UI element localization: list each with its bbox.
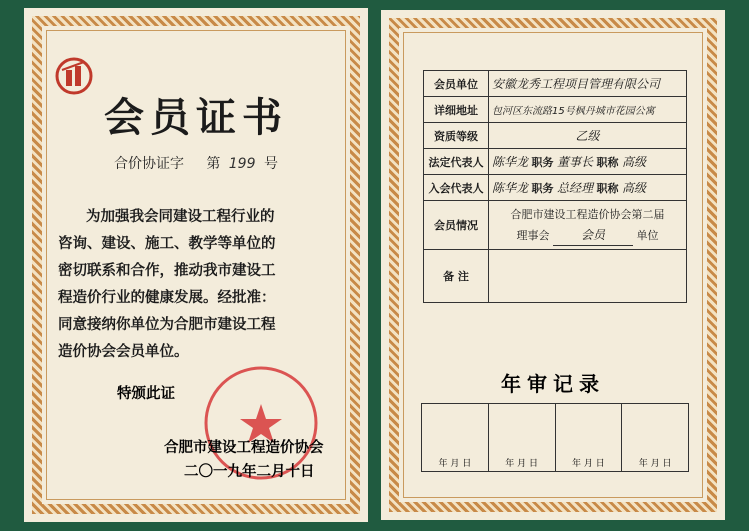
- review-cell: 年 月 日: [488, 404, 555, 472]
- member-rep-post-label: 职务: [531, 182, 554, 195]
- status-line-1: 合肥市建设工程造价协会第二届: [510, 207, 665, 221]
- annual-review-table: [421, 403, 689, 472]
- member-rep-label: 入会代表人: [424, 175, 489, 201]
- certificate-number: [24, 153, 368, 173]
- table-row: [424, 71, 687, 97]
- table-row: [424, 250, 687, 303]
- qualification-label: 资质等级: [424, 123, 489, 149]
- cert-no-value: 199: [228, 156, 256, 172]
- member-rep-post: 总经理: [557, 181, 594, 195]
- issuer-name: 合肥市建设工程造价协会: [164, 439, 324, 456]
- qualification-value: 乙级: [489, 123, 687, 149]
- table-row: [424, 175, 687, 201]
- member-info-table: [423, 70, 687, 303]
- address-label: 详细地址: [424, 97, 489, 123]
- review-cell: 年 月 日: [422, 404, 489, 472]
- member-rep-title-label: 职称: [596, 182, 619, 195]
- member-rep-name: 陈华龙: [492, 181, 529, 195]
- body-line: 程造价行业的健康发展。经批准：: [58, 289, 276, 306]
- cert-prefix: 合价协证字: [114, 156, 185, 172]
- table-row: [424, 97, 687, 123]
- issue-date: 二〇一九年二月十日: [184, 463, 315, 480]
- status-value: 会员: [553, 225, 633, 246]
- cert-no-suffix: 号: [263, 156, 278, 172]
- table-row: [424, 123, 687, 149]
- body-line: 造价协会会员单位。: [58, 343, 189, 360]
- status-line-2: [492, 225, 683, 246]
- status-label: 会员情况: [424, 201, 489, 250]
- cert-no-label: 第: [206, 156, 221, 172]
- member-unit-label: 会员单位: [424, 71, 489, 97]
- body-line: 咨询、建设、施工、教学等单位的: [58, 235, 276, 252]
- legal-rep-title-label: 职称: [596, 156, 619, 169]
- certificate-body: [58, 203, 338, 365]
- member-unit-value: 安徽龙秀工程项目管理有限公司: [489, 71, 687, 97]
- status-prefix: 理事会: [516, 228, 550, 242]
- remarks-value: [489, 250, 687, 303]
- status-cell: [489, 201, 687, 250]
- table-row: [424, 201, 687, 250]
- status-suffix: 单位: [636, 228, 659, 242]
- member-rep-cell: [489, 175, 687, 201]
- table-row: [422, 404, 689, 472]
- table-row: [424, 149, 687, 175]
- certificate-right-page: [381, 10, 725, 520]
- legal-rep-cell: [489, 149, 687, 175]
- legal-rep-name: 陈华龙: [492, 155, 529, 169]
- review-cell: 年 月 日: [622, 404, 689, 472]
- legal-rep-post-label: 职务: [531, 156, 554, 169]
- review-cell: 年 月 日: [555, 404, 622, 472]
- annual-review-title: 年审记录: [501, 372, 605, 396]
- legal-rep-post: 董事长: [557, 155, 594, 169]
- legal-rep-label: 法定代表人: [424, 149, 489, 175]
- body-line: 为加强我会同建设工程行业的: [86, 208, 275, 225]
- remarks-label: 备 注: [424, 250, 489, 303]
- body-line: 密切联系和合作，推动我市建设工: [58, 262, 276, 279]
- member-rep-title: 高级: [622, 181, 647, 195]
- legal-rep-title: 高级: [622, 155, 647, 169]
- address-value: 包河区东流路15号枫丹城市花园公寓: [489, 97, 687, 123]
- certificate-title: 会员证书: [104, 94, 288, 141]
- certificate-left-page: [24, 8, 368, 522]
- body-line: 同意接纳你单位为合肥市建设工程: [58, 316, 276, 333]
- special-note: 特颁此证: [117, 385, 175, 402]
